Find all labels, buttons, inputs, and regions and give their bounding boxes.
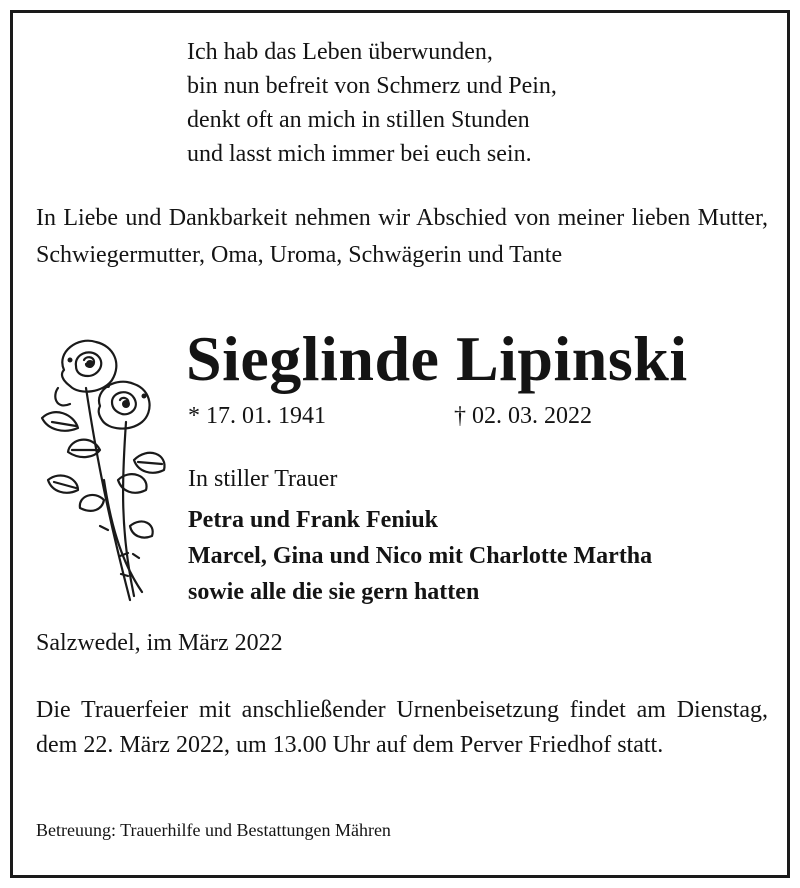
- intro-text: In Liebe und Dankbarkeit nehmen wir Abschied von meiner lieben Mutter, Schwiegermutter, Oma, Uroma, Schwägerin und Tante: [36, 205, 768, 268]
- ceremony-text: Die Trauerfeier mit anschließender Urnenbeisetzung findet am Dienstag, dem 22. März 2022, um 13.00 Uhr auf dem Perver Friedhof statt.: [36, 697, 768, 758]
- mourners-list: [188, 502, 652, 610]
- roses-icon: [34, 330, 174, 610]
- death-date: † 02. 03. 2022: [454, 403, 592, 429]
- mourner-line: Petra und Frank Feniuk: [188, 507, 439, 533]
- place-date: Salzwedel, im März 2022: [36, 630, 283, 656]
- birth-date: * 17. 01. 1941: [188, 403, 326, 429]
- mourning-lead: In stiller Trauer: [188, 466, 338, 492]
- poem-line: Ich hab das Leben überwunden,: [187, 39, 493, 65]
- mourner-line: sowie alle die sie gern hatten: [188, 579, 480, 605]
- mourner-line: Marcel, Gina und Nico mit Charlotte Martha: [188, 543, 653, 569]
- poem: [187, 35, 557, 171]
- poem-line: denkt oft an mich in stillen Stunden: [187, 107, 530, 133]
- deceased-name: Sieglinde Lipinski: [186, 323, 688, 394]
- poem-line: und lasst mich immer bei euch sein.: [187, 141, 532, 167]
- funeral-service-credit: Betreuung: Trauerhilfe und Bestattungen Mähren: [36, 820, 391, 840]
- poem-line: bin nun befreit von Schmerz und Pein,: [187, 73, 557, 99]
